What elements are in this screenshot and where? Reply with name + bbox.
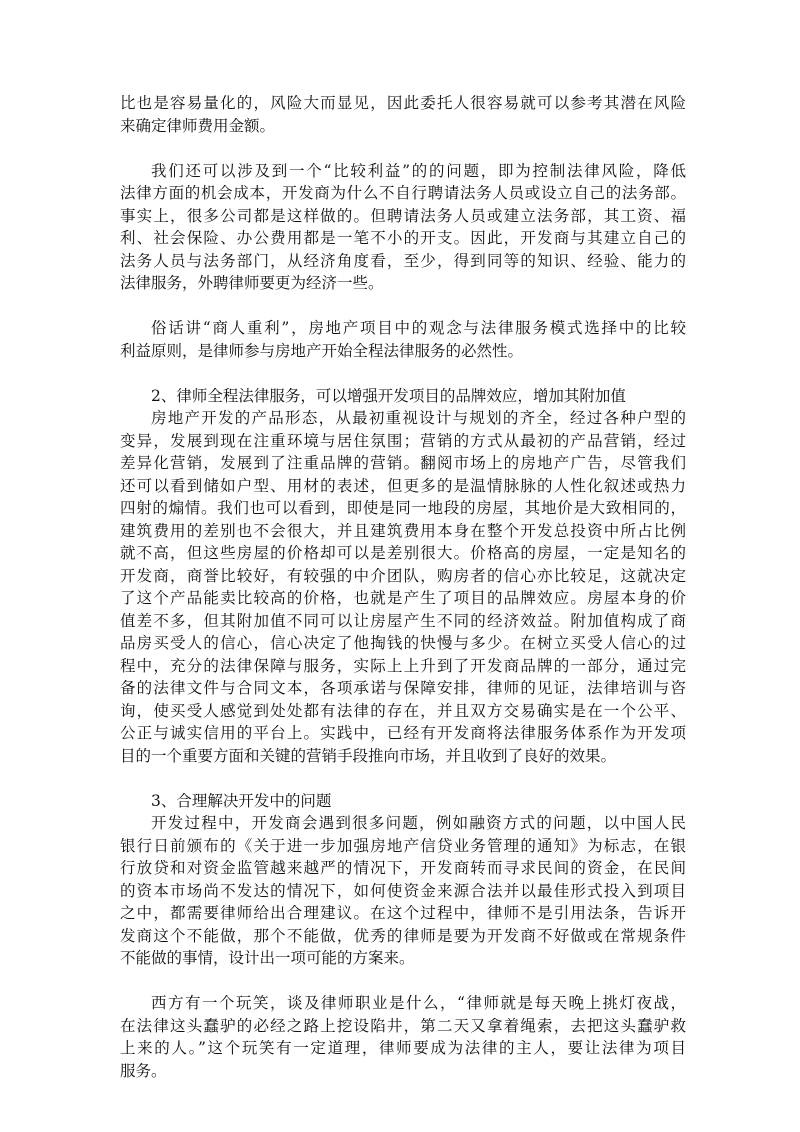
text-line: 发商这个不能做，那个不能做，优秀的律师是要为开发商不好做或在常规条件 <box>120 926 686 945</box>
text-line: 利、社会保险、办公费用都是一笔不小的开支。因此，开发商与其建立自己的 <box>120 229 686 247</box>
text-line: 公正与诚实信用的平台上。实践中，已经有开发商将法律服务体系作为开发项 <box>120 724 686 742</box>
text-line: 房地产开发的产品形态，从最初重视设计与规划的齐全，经过各种户型的 <box>151 409 686 427</box>
text-line: 之中，都需要律师给出合理建议。在这个过程中，律师不是引用法条，告诉开 <box>120 904 686 922</box>
paragraph-gap <box>120 137 686 160</box>
text-line: 变异，发展到现在注重环境与居住氛围；营销的方式从最初的产品营销，经过 <box>120 431 686 450</box>
paragraph <box>120 92 686 137</box>
text-line: 行放贷和对资金监管越来越严的情况下，开发商转而寻求民间的资金，在民间 <box>120 859 686 877</box>
text-line: 比也是容易量化的，风险大而显见，因此委托人很容易就可以参考其潜在风险 <box>120 94 686 112</box>
paragraph <box>120 317 686 362</box>
section-heading: 3、合理解决开发中的问题 <box>151 791 332 810</box>
paragraph <box>120 790 686 970</box>
text-line: 的资本市场尚不发达的情况下，如何使资金来源合法并以最佳形式投入到项目 <box>120 881 686 900</box>
text-line: 在法律这头蠢驴的必经之路上挖设陷井，第二天又拿着绳索，去把这头蠢驴救 <box>120 1016 686 1035</box>
paragraph-gap <box>120 295 686 318</box>
text-line: 我们还可以涉及到一个“比较利益”的的问题，即为控制法律风险，降低 <box>151 161 686 180</box>
text-line: 来确定律师费用金额。 <box>120 116 276 135</box>
text-line: 俗话讲“商人重利”，房地产项目中的观念与法律服务模式选择中的比较 <box>151 319 686 337</box>
text-line: 上来的人。”这个玩笑有一定道理，律师要成为法律的主人，要让法律为项目 <box>120 1039 686 1057</box>
section-heading: 2、律师全程法律服务，可以增强开发项目的品牌效应，增加其附加值 <box>151 386 626 405</box>
text-line: 品房买受人的信心，信心决定了他掏钱的快慢与多少。在树立买受人信心的过 <box>120 634 686 652</box>
text-line: 还可以看到储如户型、用材的表述，但更多的是温情脉脉的人性化叙述或热力 <box>120 476 686 495</box>
text-line: 差异化营销，发展到了注重品牌的营销。翻阅市场上的房地产广告，尽管我们 <box>120 454 686 472</box>
text-line: 备的法律文件与合同文本，各项承诺与保障安排，律师的见证，法律培训与咨 <box>120 679 686 697</box>
text-line: 四射的煽情。我们也可以看到，即使是同一地段的房屋，其地价是大致相同的， <box>120 499 686 517</box>
text-line: 询，使买受人感觉到处处都有法律的存在，并且双方交易确实是在一个公平、 <box>120 701 686 720</box>
text-line: 银行日前颁布的《关于进一步加强房地产信贷业务管理的通知》为标志，在银 <box>120 836 686 855</box>
paragraph-gap <box>120 767 686 790</box>
text-line: 开发过程中，开发商会遇到很多问题，例如融资方式的问题，以中国人民 <box>151 814 686 832</box>
paragraph-gap <box>120 362 686 385</box>
document-body <box>120 92 686 1082</box>
text-line: 了这个产品能卖比较高的价格，也就是产生了项目的品牌效应。房屋本身的价 <box>120 589 686 607</box>
text-line: 就不高，但这些房屋的价格却可以是差别很大。价格高的房屋，一定是知名的 <box>120 544 686 562</box>
text-line: 服务。 <box>120 1061 167 1080</box>
paragraph-gap <box>120 970 686 993</box>
text-line: 西方有一个玩笑，谈及律师职业是什么，“律师就是每天晚上挑灯夜战， <box>151 994 686 1012</box>
text-line: 法律服务，外聘律师要更为经济一些。 <box>120 274 384 292</box>
text-line: 不能做的事情，设计出一项可能的方案来。 <box>120 949 415 967</box>
paragraph <box>120 160 686 295</box>
text-line: 利益原则，是律师参与房地产开始全程法律服务的必然性。 <box>120 341 524 360</box>
text-line: 事实上，很多公司都是这样做的。但聘请法务人员或建立法务部，其工资、福 <box>120 206 686 225</box>
text-line: 建筑费用的差别也不会很大，并且建筑费用本身在整个开发总投资中所占比例 <box>120 521 686 540</box>
text-line: 目的一个重要方面和关键的营销手段推向市场，并且收到了良好的效果。 <box>120 746 617 765</box>
text-line: 法务人员与法务部门，从经济角度看，至少，得到同等的知识、经验、能力的 <box>120 251 686 270</box>
text-line: 开发商，商誉比较好，有较强的中介团队，购房者的信心亦比较足，这就决定 <box>120 566 686 585</box>
text-line: 法律方面的机会成本，开发商为什么不自行聘请法务人员或设立自己的法务部。 <box>120 184 686 202</box>
text-line: 程中，充分的法律保障与服务，实际上上升到了开发商品牌的一部分，通过完 <box>120 656 686 675</box>
text-line: 值差不多，但其附加值不同可以让房屋产生不同的经济效益。附加值构成了商 <box>120 611 686 630</box>
paragraph <box>120 992 686 1082</box>
paragraph <box>120 385 686 768</box>
